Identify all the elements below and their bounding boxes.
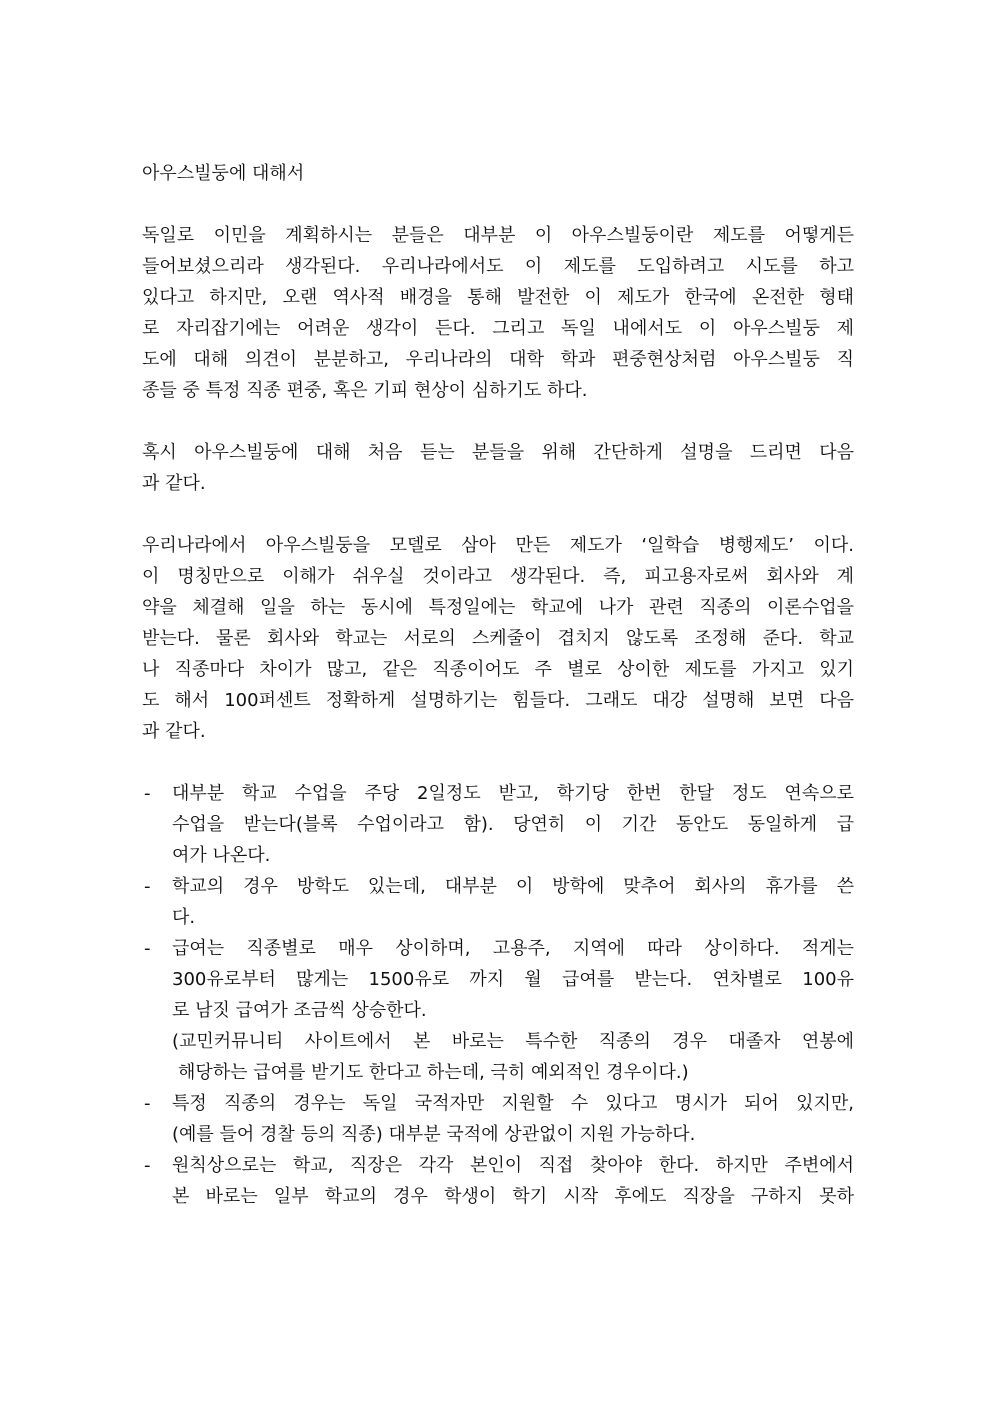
paragraph-intro (142, 220, 854, 406)
text-line: 로 자리잡기에는 어려운 생각이 든다. 그리고 독일 내에서도 이 아우스빌둥 제 (142, 318, 854, 339)
text-line: 급여는 직종별로 매우 상이하며, 고용주, 지역에 따라 상이하다. 적게는 (172, 938, 854, 959)
text-line: 원칙상으로는 학교, 직장은 각각 본인이 직접 찾아야 한다. 하지만 주변에서 (172, 1155, 854, 1176)
document-title: 아우스빌둥에 대해서 (142, 163, 305, 184)
text-line: 나 직종마다 차이가 많고, 같은 직종이어도 주 별로 상이한 제도를 가지고 있기 (142, 659, 854, 680)
text-line: 있다고 하지만, 오랜 역사적 배경을 통해 발전한 이 제도가 한국에 온전한 형태 (142, 287, 854, 308)
text-line: 본 바로는 일부 학교의 경우 학생이 학기 시작 후에도 직장을 구하지 못하 (172, 1186, 854, 1207)
dash-bullet-icon: - (144, 783, 151, 804)
list-item (142, 871, 854, 933)
text-line: 수업을 받는다(블록 수업이라고 함). 당연히 이 기간 동안도 동일하게 급 (172, 814, 854, 835)
text-line: 여가 나온다. (172, 845, 271, 866)
text-line: 도 해서 100퍼센트 정확하게 설명하기는 힘들다. 그래도 대강 설명해 보면 다음 (142, 690, 854, 711)
dash-bullet-icon: - (144, 876, 151, 897)
text-line: 독일로 이민을 계획하시는 분들은 대부분 이 아우스빌둥이란 제도를 어떻게든 (142, 225, 854, 246)
text-line: 학교의 경우 방학도 있는데, 대부분 이 방학에 맞추어 회사의 휴가를 쓴 (172, 876, 854, 897)
text-line: 300유로부터 많게는 1500유로 까지 월 급여를 받는다. 연차별로 100유 (172, 969, 854, 990)
text-line: 약을 체결해 일을 하는 동시에 특정일에는 학교에 나가 관련 직종의 이론수업을 (142, 597, 854, 618)
text-line: 이 명칭만으로 이해가 쉬우실 것이라고 생각된다. 즉, 피고용자로써 회사와 계 (142, 566, 854, 587)
text-line: 혹시 아우스빌둥에 대해 처음 듣는 분들을 위해 간단하게 설명을 드리면 다음 (142, 442, 854, 463)
dash-bullet-icon: - (144, 938, 151, 959)
paragraph-explanation-intro (142, 437, 854, 499)
dash-bullet-icon: - (144, 1093, 151, 1114)
text-line: 우리나라에서 아우스빌둥을 모델로 삼아 만든 제도가 ‘일학습 병행제도’ 이다. (142, 535, 854, 556)
list-item (142, 778, 854, 871)
text-line: 로 남짓 급여가 조금씩 상승한다. (172, 1000, 427, 1021)
note-line: (교민커뮤니티 사이트에서 본 바로는 특수한 직종의 경우 대졸자 연봉에 (172, 1031, 854, 1052)
text-line: 과 같다. (142, 721, 206, 742)
text-line: 과 같다. (142, 473, 206, 494)
paragraph-korean-model (142, 530, 854, 747)
text-line: (예를 들어 경찰 등의 직종) 대부분 국적에 상관없이 지원 가능하다. (172, 1124, 696, 1145)
list-item (142, 1088, 854, 1150)
bullet-list (142, 778, 854, 1212)
text-line: 종들 중 특정 직종 편중, 혹은 기피 현상이 심하기도 하다. (142, 380, 588, 401)
list-item (142, 933, 854, 1088)
text-line: 도에 대해 의견이 분분하고, 우리나라의 대학 학과 편중현상처럼 아우스빌둥 직 (142, 349, 854, 370)
note-line: 해당하는 급여를 받기도 한다고 하는데, 극히 예외적인 경우이다.) (178, 1062, 689, 1083)
text-line: 들어보셨으리라 생각된다. 우리나라에서도 이 제도를 도입하려고 시도를 하고 (142, 256, 854, 277)
text-line: 다. (172, 907, 196, 928)
text-line: 특정 직종의 경우는 독일 국적자만 지원할 수 있다고 명시가 되어 있지만, (172, 1093, 854, 1114)
text-line: 대부분 학교 수업을 주당 2일정도 받고, 학기당 한번 한달 정도 연속으로 (172, 783, 854, 804)
list-item (142, 1150, 854, 1212)
document-page (142, 158, 854, 1212)
text-line: 받는다. 물론 회사와 학교는 서로의 스케줄이 겹치지 않도록 조정해 준다. 학교 (142, 628, 854, 649)
dash-bullet-icon: - (144, 1155, 151, 1176)
